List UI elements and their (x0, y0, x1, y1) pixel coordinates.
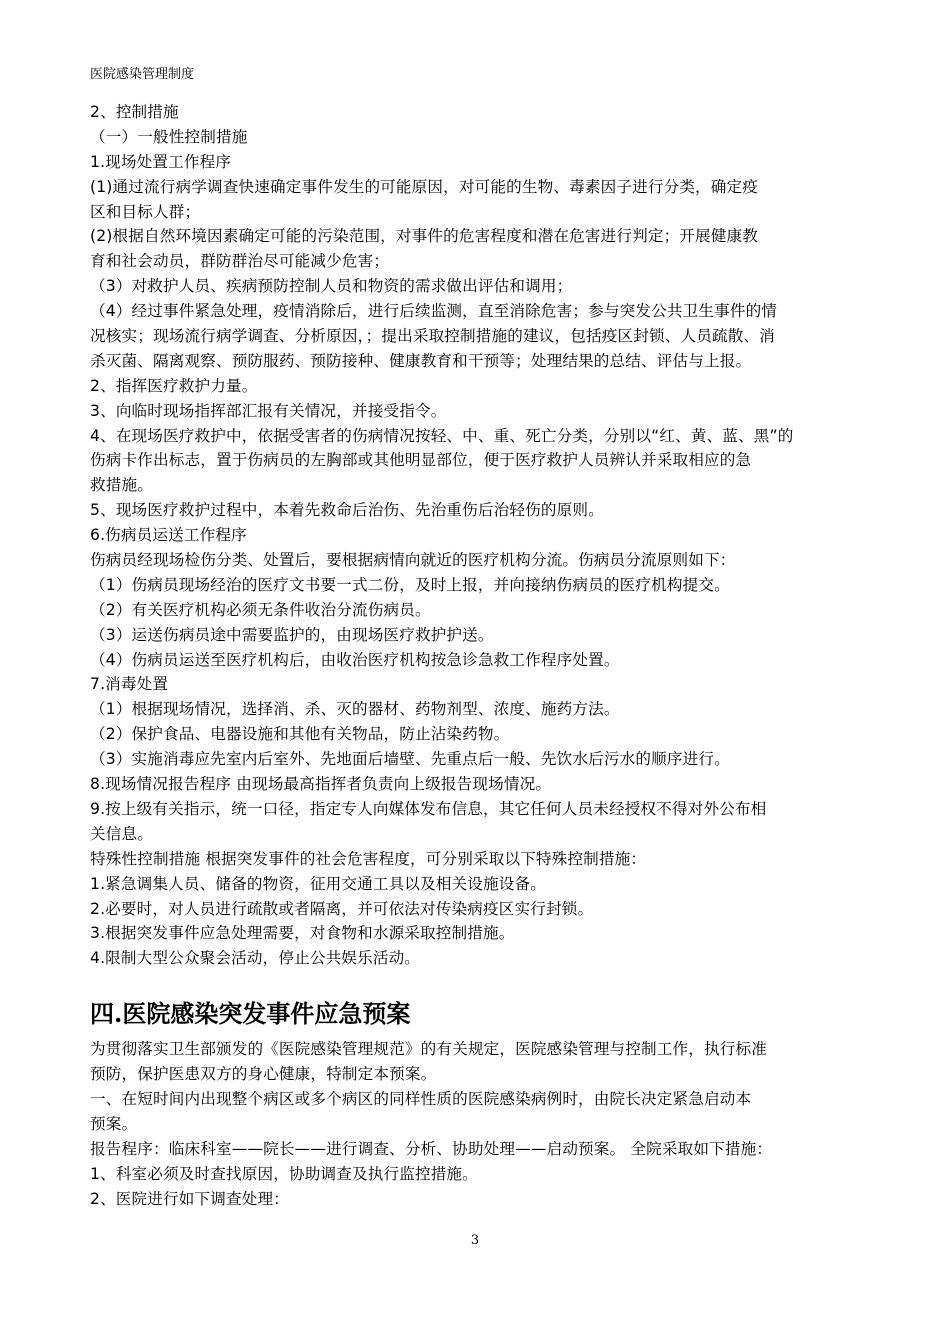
text-line: 特殊性控制措施 根据突发事件的社会危害程度，可分别采取以下特殊控制措施： (90, 849, 647, 868)
text-line: （1）伤病员现场经治的医疗文书要一式二份，及时上报，并向接纳伤病员的医疗机构提交。 (90, 575, 730, 594)
text-line: 4、在现场医疗救护中，依据受害者的伤病情况按轻、中、重、死亡分类，分别以“红、黄、蓝、黑”的 (90, 426, 794, 445)
text-line: 区和目标人群； (90, 202, 201, 221)
running-header: 医院感染管理制度 (90, 67, 195, 82)
text-line: （3）实施消毒应先室内后室外、先地面后墙壁、先重点后一般、先饮水后污水的顺序进行。 (90, 750, 730, 769)
text-line: 预案。 (90, 1114, 138, 1133)
text-line: 关信息。 (90, 824, 153, 843)
text-line: （2）保护食品、电器设施和其他有关物品，防止沾染药物。 (90, 725, 510, 744)
text-line: 9.按上级有关指示，统一口径，指定专人向媒体发布信息，其它任何人员未经授权不得对外公布相 (90, 799, 767, 818)
text-line: 5、现场医疗救护过程中，本着先救命后治伤、先治重伤后治轻伤的原则。 (90, 501, 604, 520)
text-line: 7.消毒处置 (90, 675, 169, 694)
text-line: （4）伤病员运送至医疗机构后，由收治医疗机构按急诊急救工作程序处置。 (90, 650, 620, 669)
text-line: 4.限制大型公众聚会活动，停止公共娱乐活动。 (90, 949, 421, 968)
text-line: 报告程序：临床科室——院长——进行调查、分析、协助处理——启动预案。 全院采取如下措施： (90, 1139, 773, 1158)
text-line: 预防，保护医患双方的身心健康，特制定本预案。 (90, 1065, 437, 1084)
text-line: (2)根据自然环境因素确定可能的污染范围，对事件的危害程度和潜在危害进行判定；开展健康教 (90, 227, 759, 246)
text-line: （2）有关医疗机构必须无条件收治分流伤病员。 (90, 600, 431, 619)
text-line: (1)通过流行病学调查快速确定事件发生的可能原因，对可能的生物、毒素因子进行分类，确定疫 (90, 177, 759, 196)
text-block-control-measures (90, 100, 900, 971)
text-line: 伤病员经现场检伤分类、处置后，要根据病情向就近的医疗机构分流。伤病员分流原则如下： (90, 551, 736, 570)
page-number: 3 (470, 1233, 480, 1248)
text-line: 2、指挥医疗救护力量。 (90, 376, 258, 395)
text-line: 杀灭菌、隔离观察、预防服药、预防接种、健康教育和干预等；处理结果的总结、评估与上报。 (90, 351, 752, 370)
text-line: 一、在短时间内出现整个病区或多个病区的同样性质的医院感染病例时，由院长决定紧急启动本 (90, 1089, 752, 1108)
text-line: 3.根据突发事件应急处理需要，对食物和水源采取控制措施。 (90, 924, 515, 943)
text-line: 2、医院进行如下调查处理： (90, 1189, 289, 1208)
text-line: 6.伤病员运送工作程序 (90, 526, 247, 545)
text-line: （4）经过事件紧急处理，疫情消除后，进行后续监测，直至消除危害；参与突发公共卫生事件的情 (90, 302, 778, 321)
text-block-emergency-plan (90, 1037, 900, 1211)
text-line: 3、向临时现场指挥部汇报有关情况，并接受指令。 (90, 401, 447, 420)
document-body (90, 100, 900, 1211)
text-line: （1）根据现场情况，选择消、杀、灭的器材、药物剂型、浓度、施药方法。 (90, 700, 620, 719)
text-line: 1、科室必须及时查找原因，协助调查及执行监控措施。 (90, 1164, 478, 1183)
text-line: 救措施。 (90, 476, 153, 495)
text-line: 育和社会动员，群防群治尽可能减少危害； (90, 252, 390, 271)
text-line: 为贯彻落实卫生部颁发的《医院感染管理规范》的有关规定，医院感染管理与控制工作，执行标准 (90, 1040, 767, 1059)
text-line: （3）对救护人员、疾病预防控制人员和物资的需求做出评估和调用； (90, 277, 573, 296)
text-line: 况核实；现场流行病学调查、分析原因，；提出采取控制措施的建议，包括疫区封锁、人员疏散、消 (90, 327, 775, 346)
text-line: 1.现场处置工作程序 (90, 152, 232, 171)
section-heading: 四.医院感染突发事件应急预案 (90, 999, 411, 1029)
text-line: （一）一般性控制措施 (90, 127, 248, 146)
text-line: 2、控制措施 (90, 103, 179, 121)
text-line: 1.紧急调集人员、储备的物资，征用交通工具以及相关设施设备。 (90, 874, 547, 893)
text-line: （3）运送伤病员途中需要监护的，由现场医疗救护护送。 (90, 625, 494, 644)
text-line: 8.现场情况报告程序 由现场最高指挥者负责向上级报告现场情况。 (90, 775, 552, 794)
text-line: 2.必要时，对人员进行疏散或者隔离，并可依法对传染病疫区实行封锁。 (90, 899, 594, 918)
text-line: 伤病卡作出标志，置于伤病员的左胸部或其他明显部位，便于医疗救护人员辨认并采取相应的急 (90, 451, 752, 470)
